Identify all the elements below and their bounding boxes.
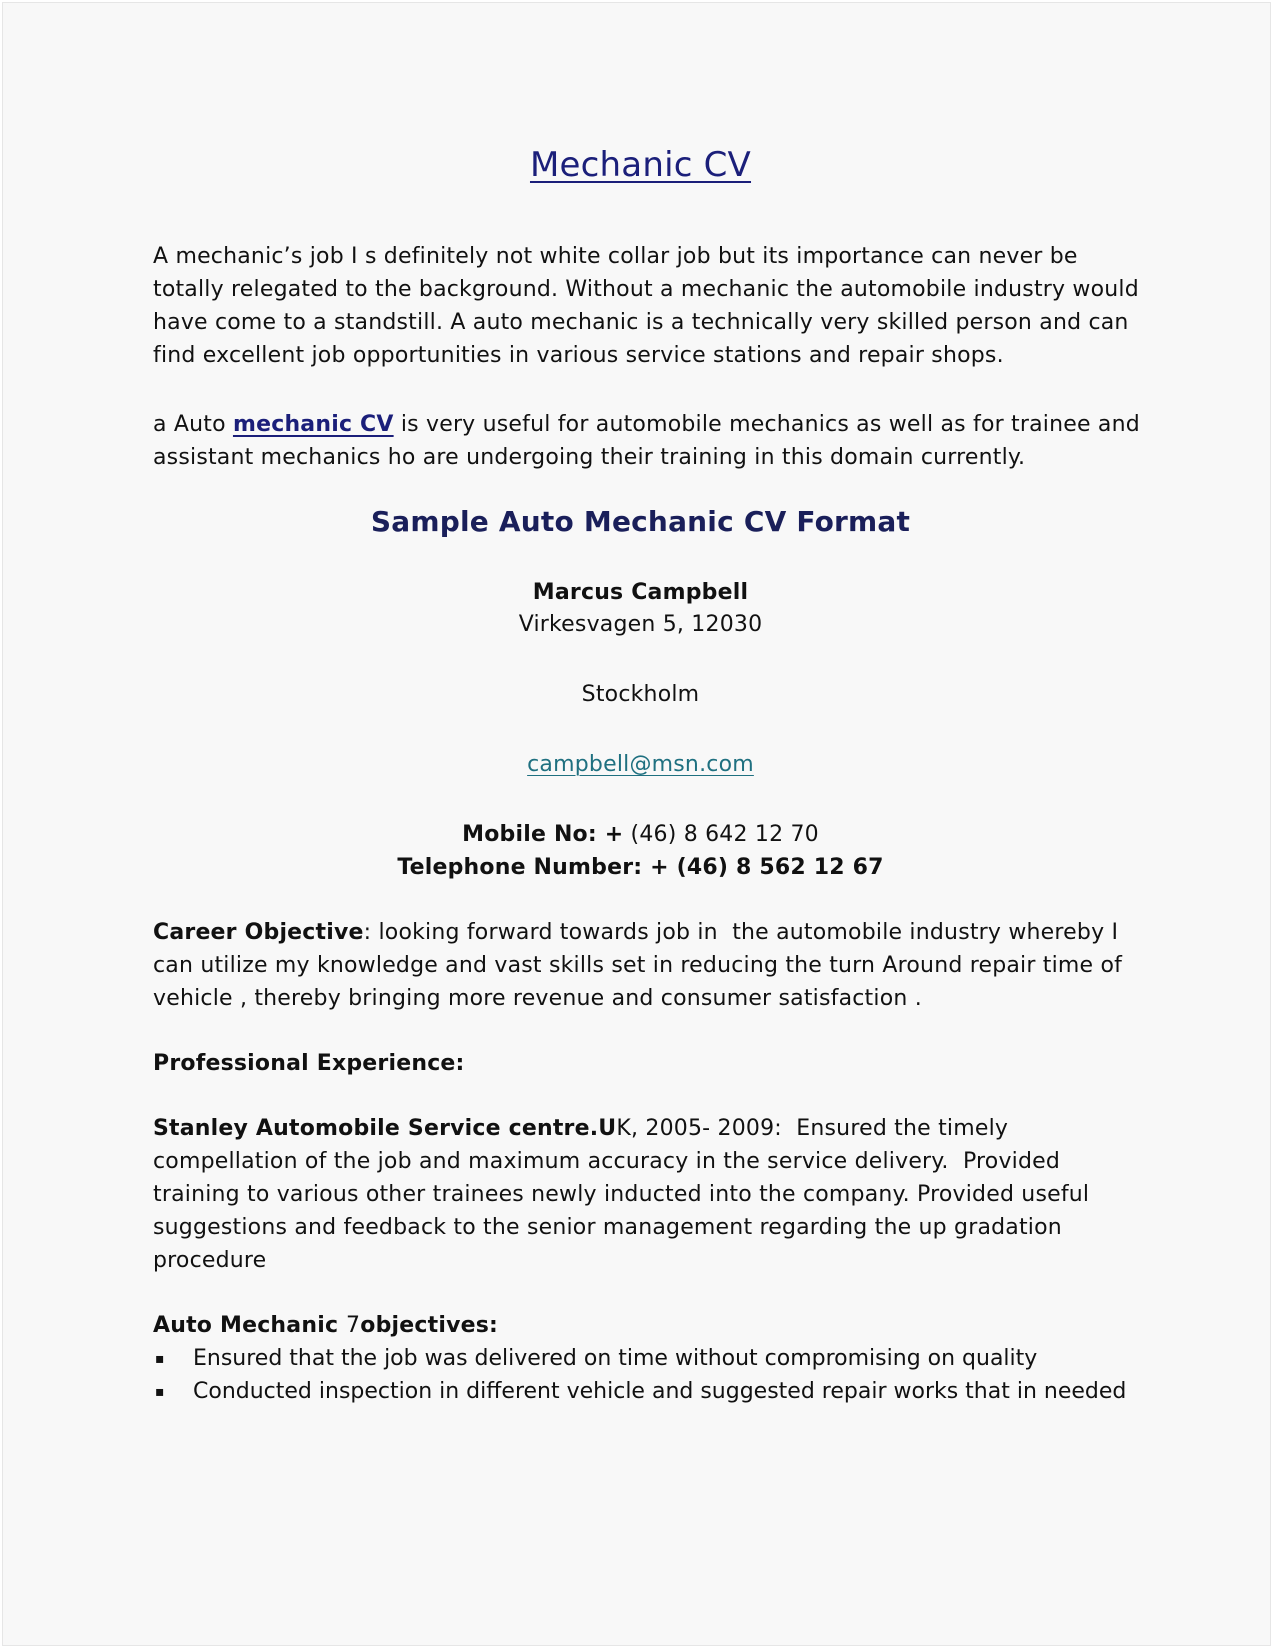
experience-company-rest: K, 2005- 2009: Ensured the timely [616, 1116, 1009, 1141]
contact-address: Virkesvagen 5, 12030 [518, 612, 763, 637]
career-label: Career Objective [153, 920, 364, 945]
usefulness-line-1 [153, 408, 1140, 442]
contact-mobile [153, 818, 1128, 852]
career-line-1 [153, 916, 1118, 950]
objectives-heading-part2: 7 [346, 1313, 361, 1338]
bullet-icon: ▪ [155, 1351, 165, 1367]
list-item-text: Ensured that the job was delivered on time without compromising on quality [193, 1346, 1038, 1371]
experience-heading: Professional Experience: [153, 1051, 465, 1076]
email-link[interactable]: campbell@msn.com [527, 752, 754, 777]
experience-line-3: suggestions and feedback to the senior management regarding the up gradation [153, 1215, 1062, 1240]
objectives-heading [153, 1309, 498, 1343]
intro-line-2: totally relegated to the background. Without a mechanic the automobile industry would [153, 277, 1139, 302]
mobile-value: (46) 8 642 12 70 [623, 822, 819, 847]
document-page [2, 2, 1271, 1646]
list-item-text: Conducted inspection in different vehicle and suggested repair works that in needed [193, 1379, 1127, 1404]
sample-heading: Sample Auto Mechanic CV Format [370, 505, 911, 538]
experience-line-4: procedure [153, 1248, 267, 1273]
list-item [153, 1342, 1037, 1376]
career-line-3: vehicle , thereby bringing more revenue and consumer satisfaction . [153, 986, 922, 1011]
mechanic-cv-link[interactable]: mechanic CV [232, 412, 394, 437]
experience-line-1: compellation of the job and maximum accuracy in the service delivery. Provided [153, 1149, 1061, 1174]
contact-city: Stockholm [581, 682, 700, 707]
experience-company-line [153, 1112, 1008, 1146]
experience-line-2: training to various other trainees newly inducted into the company. Provided useful [153, 1182, 1090, 1207]
objectives-heading-part1: Auto Mechanic [153, 1313, 347, 1338]
contact-email-row [153, 748, 1128, 782]
contact-telephone: Telephone Number: + (46) 8 562 12 67 [397, 855, 884, 880]
mobile-label: Mobile No: + [462, 822, 624, 847]
career-line-2: can utilize my knowledge and vast skills set in reducing the turn Around repair time of [153, 953, 1123, 978]
intro-line-1: A mechanic’s job I s definitely not white collar job but its importance can never be [153, 244, 1078, 269]
bullet-icon: ▪ [155, 1384, 165, 1400]
usefulness-suffix: is very useful for automobile mechanics as well as for trainee and [393, 412, 1140, 437]
experience-company: Stanley Automobile Service centre.U [153, 1116, 617, 1141]
usefulness-prefix: a Auto [153, 412, 233, 437]
list-item [153, 1375, 1126, 1409]
intro-line-3: have come to a standstill. A auto mechanic is a technically very skilled person and can [153, 310, 1129, 335]
contact-name: Marcus Campbell [532, 580, 749, 605]
intro-line-4: find excellent job opportunities in various service stations and repair shops. [153, 343, 1004, 368]
usefulness-line-2: assistant mechanics ho are undergoing their training in this domain currently. [153, 445, 1026, 470]
career-text-1: : looking forward towards job in the automobile industry whereby I [363, 920, 1119, 945]
objectives-heading-part3: objectives: [360, 1313, 499, 1338]
page-title: Mechanic CV [529, 145, 752, 185]
